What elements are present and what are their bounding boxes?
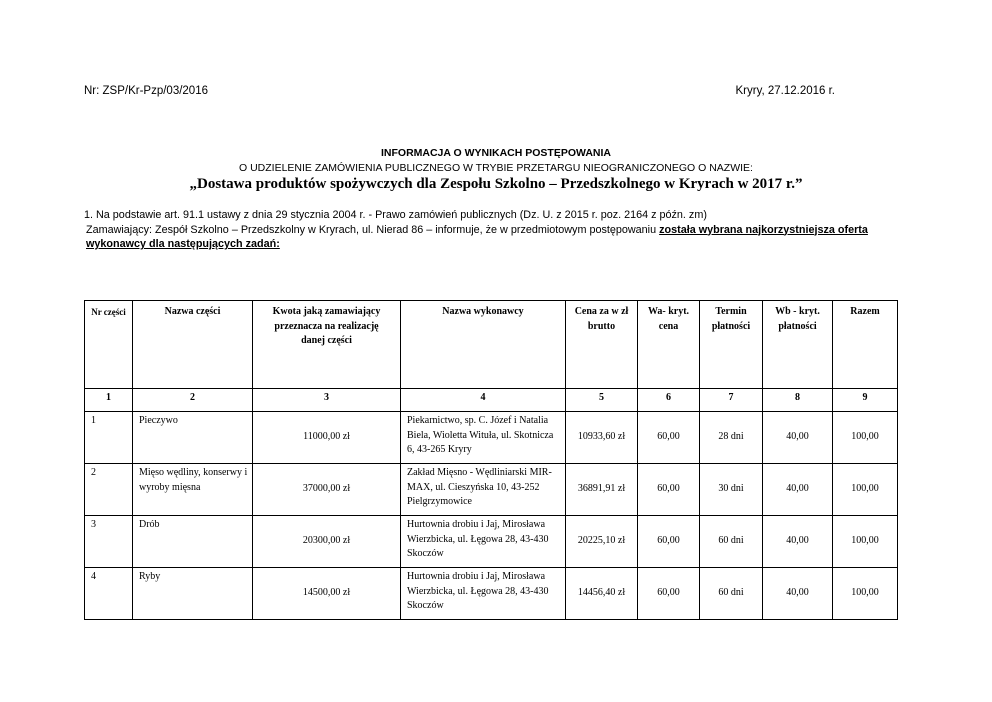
row-amount: 11000,00 zł — [253, 412, 401, 464]
row-total: 100,00 — [833, 412, 898, 464]
contracting-authority-line — [84, 223, 914, 252]
header-name: Nazwa części — [133, 301, 253, 389]
row-nr: 4 — [85, 568, 133, 620]
row-wb: 40,00 — [763, 568, 833, 620]
header-term: Termin płatności — [700, 301, 763, 389]
row-wa: 60,00 — [638, 464, 700, 516]
row-nr: 1 — [85, 412, 133, 464]
row-wb: 40,00 — [763, 516, 833, 568]
row-wb: 40,00 — [763, 412, 833, 464]
table-header-row — [85, 301, 898, 389]
intro-paragraph — [84, 208, 914, 252]
row-contractor: Hurtownia drobiu i Jaj, Mirosława Wierzbicka, ul. Łęgowa 28, 43-430 Skoczów — [401, 516, 566, 568]
row-name: Drób — [133, 516, 253, 568]
table-row — [85, 568, 898, 620]
row-contractor: Piekarnictwo, sp. C. Józef i Natalia Biela, Wioletta Wituła, ul. Skotnicza 6, 43-265 Kryry — [401, 412, 566, 464]
row-total: 100,00 — [833, 568, 898, 620]
column-number: 1 — [85, 389, 133, 412]
row-wa: 60,00 — [638, 412, 700, 464]
selected-offer-notice: została wybrana najkorzystniejsza oferta wykonawcy dla następujących zadań: — [86, 223, 868, 250]
procurement-name: „Dostawa produktów spożywczych dla Zespołu Szkolno – Przedszkolnego w Kryrach w 2017 r.” — [189, 176, 803, 192]
table-row — [85, 412, 898, 464]
column-number: 3 — [253, 389, 401, 412]
legal-basis-line: 1. Na podstawie art. 91.1 ustawy z dnia 29 stycznia 2004 r. - Prawo zamówień publicznych (Dz. U. z 2015 r. poz. 2164 z późn. zm) — [84, 209, 707, 221]
row-term: 30 dni — [700, 464, 763, 516]
row-term: 28 dni — [700, 412, 763, 464]
table-row — [85, 464, 898, 516]
row-contractor: Hurtownia drobiu i Jaj, Mirosława Wierzbicka, ul. Łęgowa 28, 43-430 Skoczów — [401, 568, 566, 620]
row-total: 100,00 — [833, 464, 898, 516]
row-amount: 37000,00 zł — [253, 464, 401, 516]
document-title: INFORMACJA O WYNIKACH POSTĘPOWANIA — [380, 147, 612, 159]
header-contractor: Nazwa wykonawcy — [401, 301, 566, 389]
row-nr: 3 — [85, 516, 133, 568]
row-amount: 14500,00 zł — [253, 568, 401, 620]
column-number: 4 — [401, 389, 566, 412]
row-contractor: Zakład Mięsno - Wędliniarski MIR-MAX, ul. Cieszyńska 10, 43-252 Pielgrzymowice — [401, 464, 566, 516]
row-price: 14456,40 zł — [566, 568, 638, 620]
document-number: Nr: ZSP/Kr-Pzp/03/2016 — [84, 85, 208, 97]
row-price: 10933,60 zł — [566, 412, 638, 464]
row-name: Ryby — [133, 568, 253, 620]
place-and-date: Kryry, 27.12.2016 r. — [735, 85, 835, 97]
row-name: Mięso wędliny, konserwy i wyroby mięsna — [133, 464, 253, 516]
row-amount: 20300,00 zł — [253, 516, 401, 568]
column-number: 6 — [638, 389, 700, 412]
column-number: 2 — [133, 389, 253, 412]
header-nr: Nr części — [85, 301, 133, 389]
column-number-row — [85, 389, 898, 412]
column-number: 8 — [763, 389, 833, 412]
column-number: 9 — [833, 389, 898, 412]
row-name: Pieczywo — [133, 412, 253, 464]
row-wa: 60,00 — [638, 516, 700, 568]
header-wa: Wa- kryt. cena — [638, 301, 700, 389]
header-total: Razem — [833, 301, 898, 389]
column-number: 7 — [700, 389, 763, 412]
column-number: 5 — [566, 389, 638, 412]
header-amount: Kwota jaką zamawiający przeznacza na realizację danej części — [253, 301, 401, 389]
authority-text: Zamawiający: Zespół Szkolno – Przedszkolny w Kryrach, ul. Nierad 86 – informuje, że w przedmiotowym postępowaniu — [86, 223, 660, 236]
document-subtitle: O UDZIELENIE ZAMÓWIENIA PUBLICZNEGO W TRYBIE PRZETARGU NIEOGRANICZONEGO O NAZWIE: — [239, 162, 753, 174]
row-price: 20225,10 zł — [566, 516, 638, 568]
row-wb: 40,00 — [763, 464, 833, 516]
row-term: 60 dni — [700, 516, 763, 568]
row-price: 36891,91 zł — [566, 464, 638, 516]
row-total: 100,00 — [833, 516, 898, 568]
table-row — [85, 516, 898, 568]
results-table — [84, 300, 898, 620]
row-term: 60 dni — [700, 568, 763, 620]
row-wa: 60,00 — [638, 568, 700, 620]
row-nr: 2 — [85, 464, 133, 516]
header-price: Cena za w zł brutto — [566, 301, 638, 389]
header-wb: Wb - kryt. płatności — [763, 301, 833, 389]
